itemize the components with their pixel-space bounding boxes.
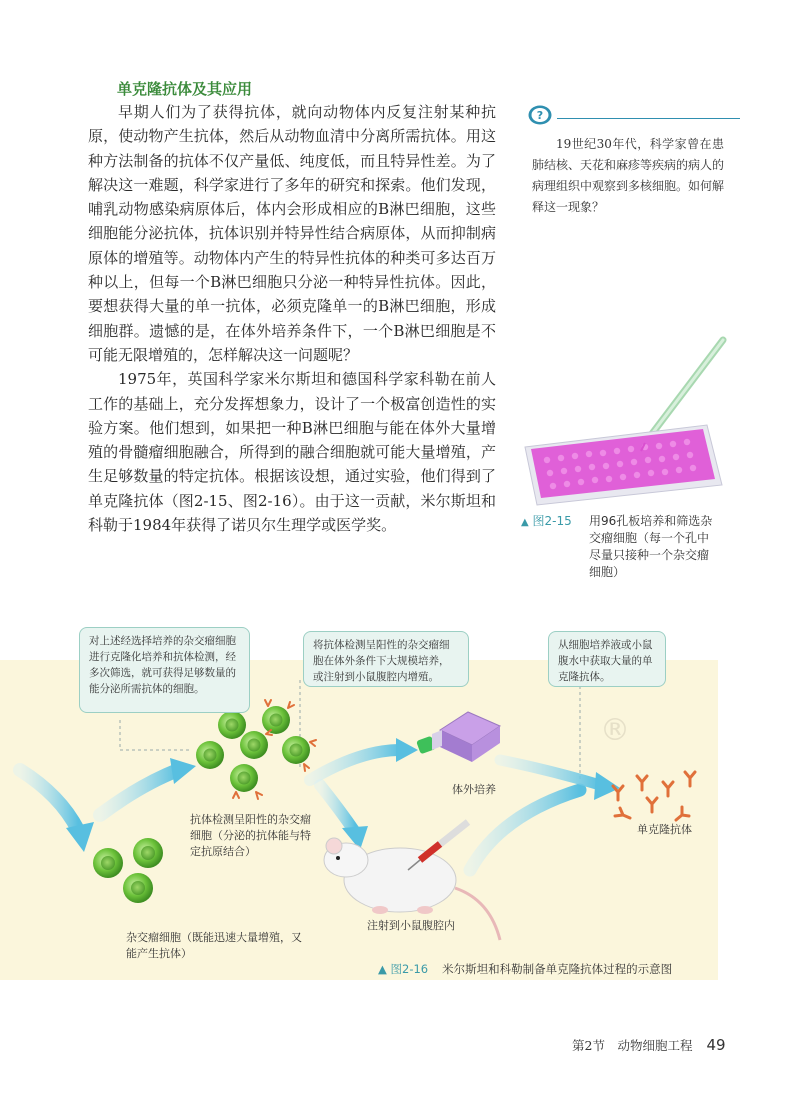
page-footer [572,1036,726,1054]
paragraph-1: 早期人们为了获得抗体，就向动物体内反复注射某种抗原，使动物产生抗体，然后从动物血清中分离所需抗体。用这种方法制备的抗体不仅产量低、纯度低，而且特异性差。为了解决这一难题，科学家进行了多年的研究和探索。他们发现，哺乳动物感染病原体后，体内会形成相应的B淋巴细胞，这些细胞能分泌抗体，抗体识别并特异性结合病原体，从而抑制病原体的增殖等。动物体内产生的特异性抗体的种类可多达百万种以上，但每一个B淋巴细胞只分泌一种特异性抗体。因此，要想获得大量的单一抗体，必须克隆单一的B淋巴细胞，形成细胞群。遗憾的是，在体外培养条件下，一个B淋巴细胞是不可能无限增殖的，怎样解决这一问题呢？ [88,103,496,364]
monoclonal-antibodies [613,772,695,820]
page-number: 49 [706,1036,726,1054]
paragraph-2: 1975年，英国科学家米尔斯坦和德国科学家科勒在前人工作的基础上，充分发挥想象力，设计了一个极富创造性的实验方案。他们想到，如果把一种B淋巴细胞与能在体外大量增殖的骨髓瘤细胞融合，所得到的融合细胞就可能大量增殖，产生足够数量的特定抗体。根据该设想，通过实验，他们得到了单克隆抗体（图2-15、图2-16）。由于这一贡献，米尔斯坦和科勒于1984年获得了诺贝尔生理学或医学奖。 [88,370,496,535]
sidebar-question-text: 19世纪30年代，科学家曾在患肺结核、天花和麻疹等疾病的病人的病理组织中观察到多核细胞。如何解释这一现象？ [532,137,725,214]
sidebar-divider [557,118,740,119]
callout-harvest: 从细胞培养液或小鼠腹水中获取大量的单克隆抗体。 [548,631,666,687]
96-well-plate-illustration [515,335,730,510]
label-antibody: 单克隆抗体 [637,823,692,836]
label-positive-cells: 抗体检测呈阳性的杂交瘤细胞（分泌的抗体能与特定抗原结合） [190,813,311,858]
figure-caption-text: 米尔斯坦和科勒制备单克隆抗体过程的示意图 [442,962,673,976]
positive-hybridoma-cells [196,700,316,799]
figure-caption-text: 用96孔板培养和筛选杂交瘤细胞（每一个孔中尽量只接种一个杂交瘤细胞） [589,514,713,579]
callout-screening: 对上述经选择培养的杂交瘤细胞进行克隆化培养和抗体检测，经多次筛选，就可获得足够数量的能分泌所需抗体的细胞。 [79,627,250,713]
triangle-icon: ▲ [521,517,529,528]
triangle-icon: ▲ [378,962,387,976]
figure-2-16-caption [378,961,672,977]
label-injection: 注射到小鼠腹腔内 [367,919,455,932]
svg-text:?: ? [536,109,544,122]
figure-number: 图2-16 [390,962,429,976]
callout-culture: 将抗体检测呈阳性的杂交瘤细胞在体外条件下大规模培养，或注射到小鼠腹腔内增殖。 [303,631,469,687]
label-culture: 体外培养 [452,783,496,796]
hybridoma-cells [93,838,163,903]
footer-section: 第2节 动物细胞工程 [572,1038,693,1053]
body-text [88,100,496,537]
figure-number: 图2-15 [532,514,572,528]
watermark-logo: ® [600,713,630,748]
question-icon [527,104,553,126]
section-title: 单克隆抗体及其应用 [117,80,253,98]
label-hybridoma: 杂交瘤细胞（既能迅速大量增殖，又能产生抗体） [126,931,302,960]
culture-flask [416,712,500,762]
